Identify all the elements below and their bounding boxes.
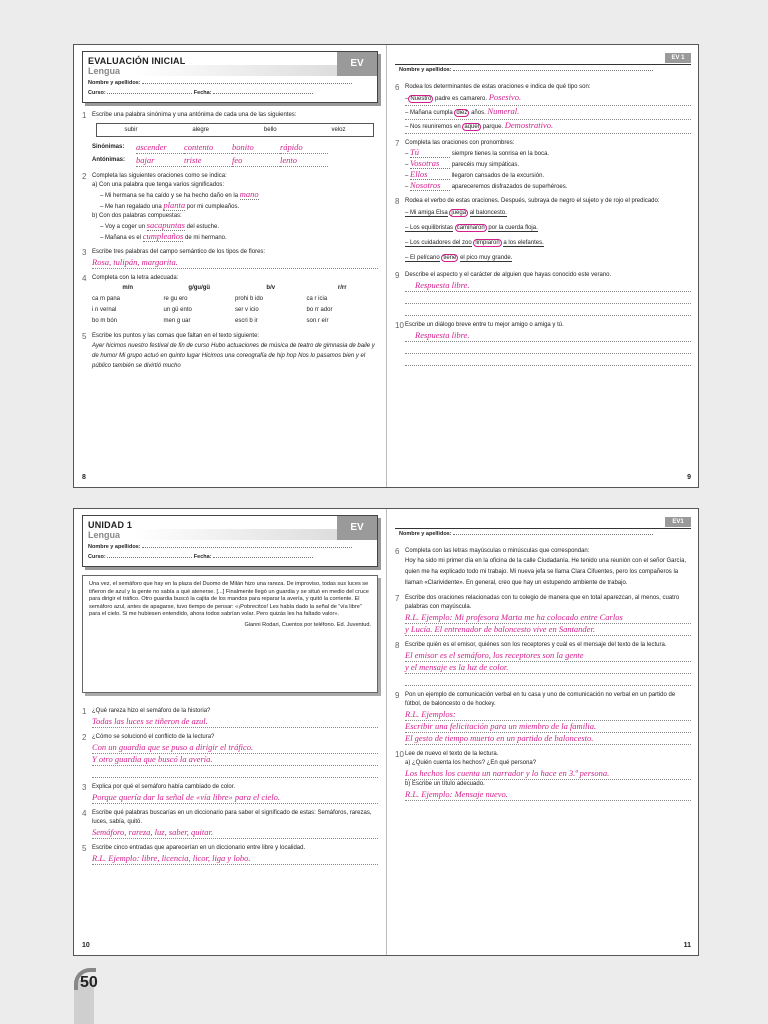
page-number: 9 xyxy=(687,474,691,481)
bottom-spread xyxy=(73,508,699,956)
question-5: 5 Escribe los puntos y las comas que faltan en el texto siguiente: Ayer hicimos nuestro festival de fin de curso Hubo actuaciones de música de teatro de gimnasia de baile y de humor Mi grupo actuó en quinto lugar Hicimos una coreografía de hip hop Nos lo pasamos bien y el público también se divirtió mucho xyxy=(82,332,375,369)
name-field[interactable] xyxy=(142,83,352,84)
question-7: 7 Escribe dos oraciones relacionadas con tu colegio de manera que en total aparezcan, al menos, cuatro palabras con mayúscula. R.L. Ejemplo: Mi profesora Marta me ha colocado entre Carlos y Lucía. El entrenador de baloncesto vive en Santander. xyxy=(395,594,691,636)
question-10: 10 Lee de nuevo el texto de la lectura. a) ¿Quién cuenta los hechos? ¿En qué persona? Los hechos los cuenta un narrador y lo hace en 3.ª persona. b) Escribe un título adecuado. R.L. Ejemplo: Mensaje nuevo. xyxy=(395,750,691,801)
question-9: 9 Pon un ejemplo de comunicación verbal en tu casa y uno de comunicación no verbal en un partido de fútbol, de baloncesto o de hockey. R.L. Ejemplos: Escribir una felicitación para un miembro de la familia. El gesto de tiempo muerto en un partido de baloncesto. xyxy=(395,691,691,745)
question-10: 10 Escribe un diálogo breve entre tu mejor amigo o amiga y tú. Respuesta libre. xyxy=(395,321,691,366)
course-field[interactable] xyxy=(107,93,192,94)
header-subject: Lengua xyxy=(88,66,121,76)
page-number: 10 xyxy=(82,942,90,949)
question-3: 3 Explica por qué el semáforo había cambiado de color. Porque quería dar la señal de «vía libre» para el cielo. xyxy=(82,783,378,804)
worksheet-header: EV1 Nombre y apellidos: xyxy=(395,515,691,539)
name-field[interactable] xyxy=(453,70,653,71)
page-number: 11 xyxy=(683,942,691,949)
top-spread xyxy=(73,44,699,488)
question-6: 6 Rodea los determinantes de estas oraciones e indica de qué tipo son: – Nuestro padre es camarero. Posesivo. – Mañana cumpla diez años. Numeral. – Nos reuniremos en aquel parque. Demostrativo. xyxy=(395,83,691,134)
page-9 xyxy=(387,45,699,487)
header-badge: EV 1 xyxy=(665,53,691,63)
date-field[interactable] xyxy=(213,557,313,558)
header-badge: EV xyxy=(337,52,377,76)
worksheet-header xyxy=(82,51,378,103)
name-field[interactable] xyxy=(453,534,653,535)
letter-grid: m/n g/gu/gü b/v r/rr ca m pana re gu ero prohi b ido ca r icia i n vernal un gü ento ser v icio bo rr ador bo m bón men g uar escri b ir son r eír xyxy=(92,285,347,324)
question-7: 7 Completa las oraciones con pronombres: – Tú siempre tienes la sonrisa en la boca. – Vosotras parecéis muy simpáticas. – Ellos llegaron cansados de la excursión. – Nosotros apareceremos disfrazados de superhéroes. xyxy=(395,139,568,190)
header-title: EVALUACIÓN INICIAL xyxy=(88,56,186,66)
question-9: 9 Describe el aspecto y el carácter de alguien que hayas conocido este verano. Respuesta libre. xyxy=(395,271,691,316)
header-badge: EV xyxy=(337,516,377,540)
question-2: 2 Completa las siguientes oraciones como se indica: a) Con una palabra que tenga varios significados: – Mi hermana se ha caído y se ha hecho daño en la mano – Me han regalado una planta por mi cumpleaños. b) Con dos palabras compuestas: – Voy a coger un sacapuntas del estuche. – Mañana es el cumpleaños de mi hermano. xyxy=(82,172,259,241)
date-label: Fecha: xyxy=(193,90,212,96)
worksheet-header: UNIDAD 1 Lengua EV Nombre y apellidos: Curso: Fecha: xyxy=(82,515,378,567)
reading-source: Gianni Rodari, Cuentos por teléfono. Ed. Juventud. xyxy=(244,621,371,628)
question-1: 1 ¿Qué rareza hizo el semáforo de la historia? Todas las luces se tiñeron de azul. xyxy=(82,707,378,728)
word-box: subir alegre bello veloz xyxy=(96,123,374,137)
question-1: 1 Escribe una palabra sinónima y una antónima de cada una de las siguientes: subir alegre bello veloz Sinónimas: ascender contento bonito rápido Antónimas: bajar triste feo lento xyxy=(82,111,378,167)
name-field[interactable] xyxy=(142,547,352,548)
question-3: 3 Escribe tres palabras del campo semántico de los tipos de flores: Rosa, tulipán, margarita. xyxy=(82,248,378,269)
question-6: 6 Completa con las letras mayúsculas o minúsculas que correspondan: Hoy ha sido mi primer día en la oficina de la calle Ciudadanía. He tenido una reunión con el señor García, quien me ha explicado todo mi trabajo. Mi nueva jefa se llama Clara Cifuentes, pero los compañeros la llaman «Clarividente». En general, creo que hay un estupendo ambiente de trabajo. xyxy=(395,547,687,586)
question-4: 4 Completa con la letra adecuada: m/n g/gu/gü b/v r/rr ca m pana re gu ero prohi b ido ca r icia i n vernal un gü ento ser v icio bo rr ador bo m bón men g uar escri b ir son r eír xyxy=(82,274,378,327)
question-2: 2 ¿Cómo se solucionó el conflicto de la lectura? Con un guardia que se puso a dirigir el tráfico. Y otro guardia que buscó la avería. xyxy=(82,733,378,778)
header-badge: EV1 xyxy=(665,517,691,527)
page-11 xyxy=(387,509,699,955)
sheet-page-number: 50 xyxy=(80,974,98,991)
question-5: 5 Escribe cinco entradas que aparecerían en un diccionario entre libre y localidad. R.L. Ejemplo: libre, licencia, licor, liga y lobo. xyxy=(82,844,378,865)
question-4: 4 Escribe qué palabras buscarías en un diccionario para saber el significado de estas: Semáforos, rarezas, luces, sabía, quitó. Semáforo, rareza, luz, saber, quitar. xyxy=(82,809,378,839)
course-label: Curso: xyxy=(88,90,106,96)
question-8: 8 Escribe quién es el emisor, quiénes son los receptores y cuál es el mensaje del texto de la lectura. El emisor es el semáforo, los receptores son la gente y el mensaje es la luz de color. xyxy=(395,641,691,686)
name-label: Nombre y apellidos: xyxy=(88,80,141,86)
question-8: 8 Rodea el verbo de estas oraciones. Después, subraya de negro el sujeto y de rojo el predicado: – Mi amiga Elsa juega al baloncesto. – Los equilibristas caminaron por la cuerda floja. – Los cuidadores del zoo limpiaron a los elefantes. – El pelícano tiene el pico muy grande. xyxy=(395,197,660,261)
header-subject: Lengua xyxy=(88,530,121,540)
page-10 xyxy=(74,509,386,955)
reading-passage: Una vez, el semáforo que hay en la plaza del Duomo de Milán hizo una rareza. De improviso, todas sus luces se tiñeron de azul y la gente no sabía a qué atenerse. [...] Finalmente llegó un guardia y se situó en medio del cruce para dirigir el tráfico. Otro guardia buscó la cajita de los mandos para reparar la avería, y quitó la corriente. El semáforo azul, antes de apagarse, tuvo tiempo de pensar: «¡Pobrecitos! Les había dado la señal de “vía libre” para el cielo. Si me hubiesen entendido, ahora todos sabrían volar. Pero quizás les ha faltado valor». Gianni Rodari, Cuentos por teléfono. Ed. Juventud. xyxy=(82,575,378,693)
page-8 xyxy=(74,45,386,487)
date-field[interactable] xyxy=(213,93,313,94)
page-number: 8 xyxy=(82,474,86,481)
worksheet-header: EV 1 Nombre y apellidos: xyxy=(395,51,691,75)
header-title: UNIDAD 1 xyxy=(88,520,133,530)
course-field[interactable] xyxy=(107,557,192,558)
